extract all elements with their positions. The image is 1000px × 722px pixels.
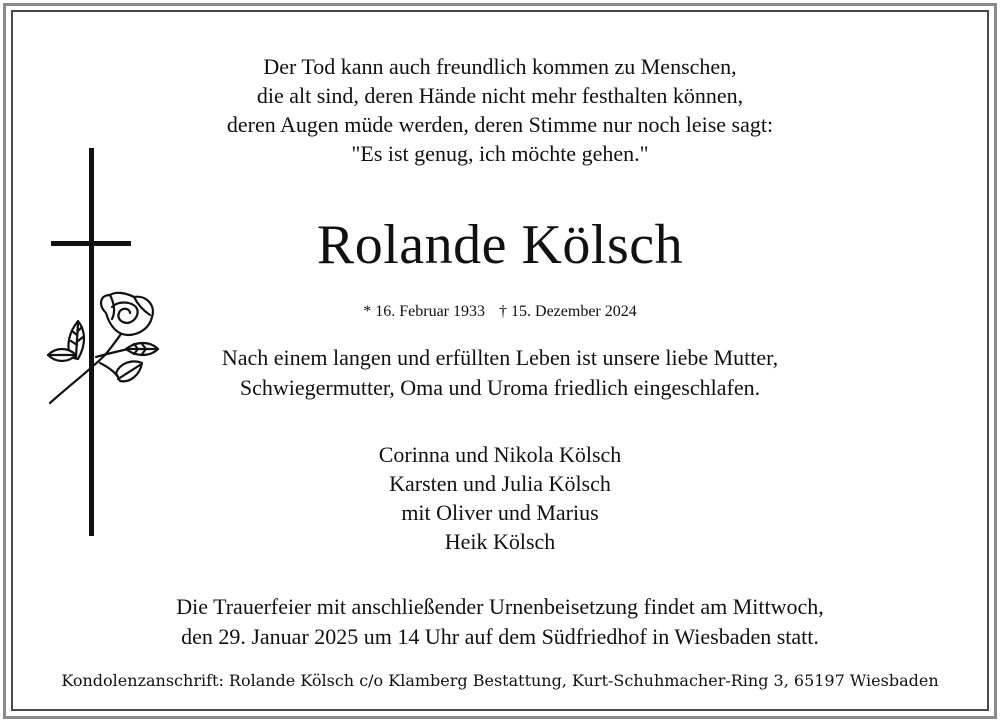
- memorial-poem: [0, 52, 1000, 168]
- poem-line: Der Tod kann auch freundlich kommen zu Menschen,: [263, 54, 737, 79]
- life-dates: [0, 301, 1000, 323]
- family-list: [0, 440, 1000, 556]
- funeral-line: Die Trauerfeier mit anschließender Urnenbeisetzung findet am Mittwoch,: [176, 594, 824, 619]
- announcement-line: Nach einem langen und erfüllten Leben ist unsere liebe Mutter,: [221, 345, 779, 370]
- poem-line: "Es ist genug, ich möchte gehen.": [351, 141, 649, 166]
- family-line: mit Oliver und Marius: [401, 500, 599, 525]
- deceased-name: Rolande Kölsch: [316, 214, 684, 276]
- birth-date: * 16. Februar 1933: [363, 303, 486, 320]
- family-line: Heik Kölsch: [444, 529, 556, 554]
- funeral-line: den 29. Januar 2025 um 14 Uhr auf dem Südfriedhof in Wiesbaden statt.: [181, 624, 819, 649]
- funeral-info: [0, 592, 1000, 652]
- poem-line: deren Augen müde werden, deren Stimme nur noch leise sagt:: [226, 112, 774, 137]
- announcement-line: Schwiegermutter, Oma und Uroma friedlich eingeschlafen.: [239, 375, 761, 400]
- death-date: † 15. Dezember 2024: [499, 303, 637, 320]
- announcement-text: [0, 343, 1000, 403]
- family-line: Corinna und Nikola Kölsch: [378, 442, 622, 467]
- condolence-address: Kondolenzanschrift: Rolande Kölsch c/o Klamberg Bestattung, Kurt-Schuhmacher-Ring 3, 65197 Wiesbaden: [61, 671, 939, 690]
- poem-line: die alt sind, deren Hände nicht mehr festhalten können,: [256, 83, 744, 108]
- family-line: Karsten und Julia Kölsch: [389, 471, 611, 496]
